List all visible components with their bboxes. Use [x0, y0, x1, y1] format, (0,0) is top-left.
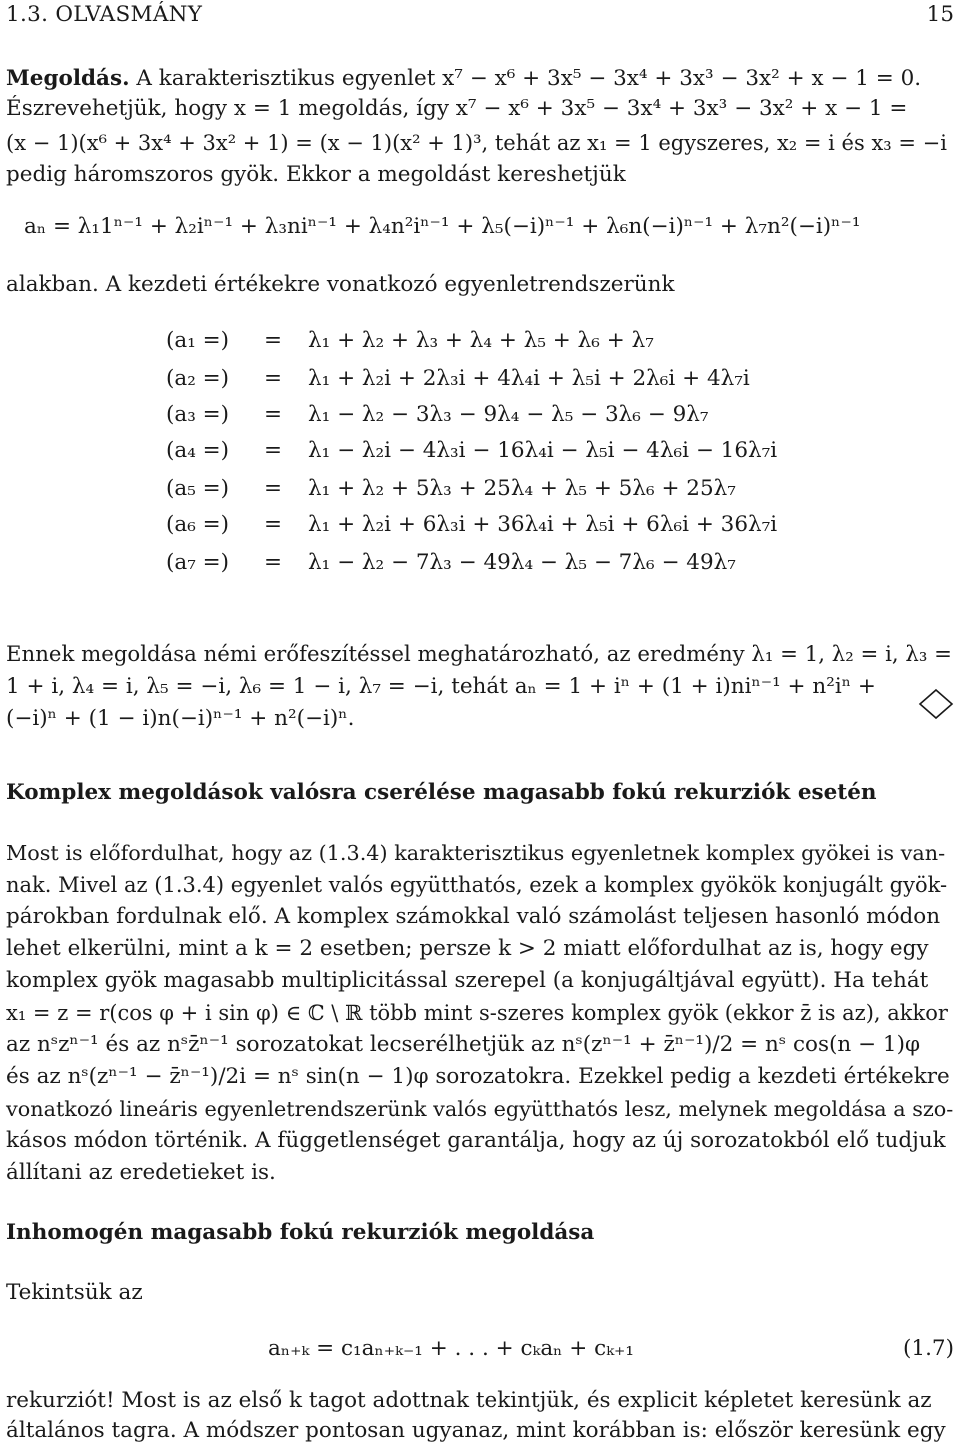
system-rhs: λ₁ + λ₂i + 2λ₃i + 4λ₄i + λ₅i + 2λ₆i + 4λ₇i [308, 366, 750, 391]
system-lhs: (a₁ =) [166, 328, 230, 353]
section1-line-11: állítani az eredetieket is. [6, 1160, 276, 1185]
system-rhs: λ₁ + λ₂ + λ₃ + λ₄ + λ₅ + λ₆ + λ₇ [308, 328, 654, 353]
result-line-3: (−i)ⁿ + (1 − i)n(−i)ⁿ⁻¹ + n²(−i)ⁿ. [6, 706, 355, 731]
system-lhs: (a₇ =) [166, 550, 230, 575]
result-line-1: Ennek megoldása némi erőfeszítéssel meghatározható, az eredmény λ₁ = 1, λ₂ = i, λ₃ = [6, 642, 952, 667]
system-rel: = [264, 476, 283, 501]
section1-line-2: nak. Mivel az (1.3.4) egyenlet valós együtthatós, ezek a komplex gyökök konjugált gyök- [6, 873, 948, 897]
system-rel: = [264, 438, 283, 463]
recurrence-equation: aₙ₊ₖ = c₁aₙ₊ₖ₋₁ + . . . + cₖaₙ + cₖ₊₁ [268, 1336, 635, 1361]
section-title: 1.3. OLVASMÁNY [6, 2, 203, 27]
solution-line-4: pedig háromszoros gyök. Ekkor a megoldást kereshetjük [6, 162, 626, 187]
section-heading-inhomogeneous: Inhomogén magasabb fokú rekurziók megoldása [6, 1220, 595, 1245]
system-lhs: (a₅ =) [166, 476, 230, 501]
solution-line-3: (x − 1)(x⁶ + 3x⁴ + 3x² + 1) = (x − 1)(x² + 1)³, tehát az x₁ = 1 egyszeres, x₂ = i és x₃ = −i [6, 131, 947, 155]
section1-line-7: az nˢzⁿ⁻¹ és az nˢz̄ⁿ⁻¹ sorozatokat lecserélhetjük az nˢ(zⁿ⁻¹ + z̄ⁿ⁻¹)/2 = nˢ cos(n − 1)φ [6, 1032, 921, 1057]
system-rhs: λ₁ − λ₂i − 4λ₃i − 16λ₄i − λ₅i − 4λ₆i − 16λ₇i [308, 438, 778, 463]
system-rhs: λ₁ + λ₂i + 6λ₃i + 36λ₄i + λ₅i + 6λ₆i + 36λ₇i [308, 512, 778, 537]
system-rhs: λ₁ − λ₂ − 7λ₃ − 49λ₄ − λ₅ − 7λ₆ − 49λ₇ [308, 550, 736, 575]
system-row-1 [166, 326, 866, 356]
section1-line-6: x₁ = z = r(cos φ + i sin φ) ∈ ℂ \ ℝ több mint s-szeres komplex gyök (ekkor z̄ is az), akkor [6, 1001, 948, 1025]
solution-label: Megoldás. [6, 66, 130, 91]
system-row-3 [166, 400, 866, 430]
page-number: 15 [926, 2, 954, 27]
system-lhs: (a₃ =) [166, 402, 230, 427]
section-heading-complex: Komplex megoldások valósra cserélése magasabb fokú rekurziók esetén [6, 780, 877, 805]
result-line-2: 1 + i, λ₄ = i, λ₅ = −i, λ₆ = 1 − i, λ₇ = −i, tehát aₙ = 1 + iⁿ + (1 + i)niⁿ⁻¹ + n²iⁿ + [6, 674, 876, 699]
section1-line-3: párokban fordulnak elő. A komplex számokkal való számolást teljesen hasonló módon [6, 904, 941, 929]
section1-line-9: vonatkozó lineáris egyenletrendszerünk valós együtthatós lesz, melynek megoldása a szo- [6, 1097, 954, 1121]
section2-line-2: általános tagra. A módszer pontosan ugyanaz, mint korábban is: először keresünk egy [6, 1418, 946, 1443]
system-rhs: λ₁ − λ₂ − 3λ₃ − 9λ₄ − λ₅ − 3λ₆ − 9λ₇ [308, 402, 709, 427]
system-lhs: (a₂ =) [166, 366, 230, 391]
system-rel: = [264, 512, 283, 537]
system-row-5 [166, 474, 866, 504]
section1-line-1: Most is előfordulhat, hogy az (1.3.4) karakterisztikus egyenletnek komplex gyökei is van- [6, 841, 946, 865]
section2-line-1: rekurziót! Most is az első k tagot adottnak tekintjük, és explicit képletet keresünk az [6, 1388, 932, 1413]
system-rel: = [264, 328, 283, 353]
system-rel: = [264, 402, 283, 427]
system-row-2 [166, 364, 866, 394]
section1-line-5: komplex gyök magasabb multiplicitással szerepel (a konjugáltjával együtt). Ha tehát [6, 968, 929, 993]
solution-line-1 [6, 64, 954, 94]
general-solution-formula: aₙ = λ₁1ⁿ⁻¹ + λ₂iⁿ⁻¹ + λ₃niⁿ⁻¹ + λ₄n²iⁿ⁻¹ + λ₅(−i)ⁿ⁻¹ + λ₆n(−i)ⁿ⁻¹ + λ₇n²(−i)ⁿ⁻¹ [24, 214, 861, 239]
system-rel: = [264, 550, 283, 575]
system-row-7 [166, 548, 866, 578]
system-row-6 [166, 510, 866, 540]
system-row-4 [166, 436, 866, 466]
equation-number: (1.7) [903, 1336, 954, 1361]
section1-line-10: kásos módon történik. A függetlenséget garantálja, hogy az új sorozatokból elő tudjuk [6, 1128, 946, 1153]
system-lhs: (a₄ =) [166, 438, 230, 463]
section1-line-4: lehet elkerülni, mint a k = 2 esetben; persze k > 2 miatt előfordulhat az is, hogy egy [6, 936, 929, 961]
section1-line-8: és az nˢ(zⁿ⁻¹ − z̄ⁿ⁻¹)/2i = nˢ sin(n − 1)φ sorozatokra. Ezekkel pedig a kezdeti értékekre [6, 1064, 950, 1089]
system-rhs: λ₁ + λ₂ + 5λ₃ + 25λ₄ + λ₅ + 5λ₆ + 25λ₇ [308, 476, 736, 501]
section2-intro: Tekintsük az [6, 1280, 143, 1305]
running-header [6, 2, 954, 32]
system-lhs: (a₆ =) [166, 512, 230, 537]
solution-text-1: A karakterisztikus egyenlet x⁷ − x⁶ + 3x⁵ − 3x⁴ + 3x³ − 3x² + x − 1 = 0. [136, 66, 922, 91]
qed-diamond-icon [918, 688, 954, 720]
solution-line-2: Észrevehetjük, hogy x = 1 megoldás, így x⁷ − x⁶ + 3x⁵ − 3x⁴ + 3x³ − 3x² + x − 1 = [6, 96, 908, 121]
system-rel: = [264, 366, 283, 391]
solution-line-5: alakban. A kezdeti értékekre vonatkozó egyenletrendszerünk [6, 272, 675, 297]
